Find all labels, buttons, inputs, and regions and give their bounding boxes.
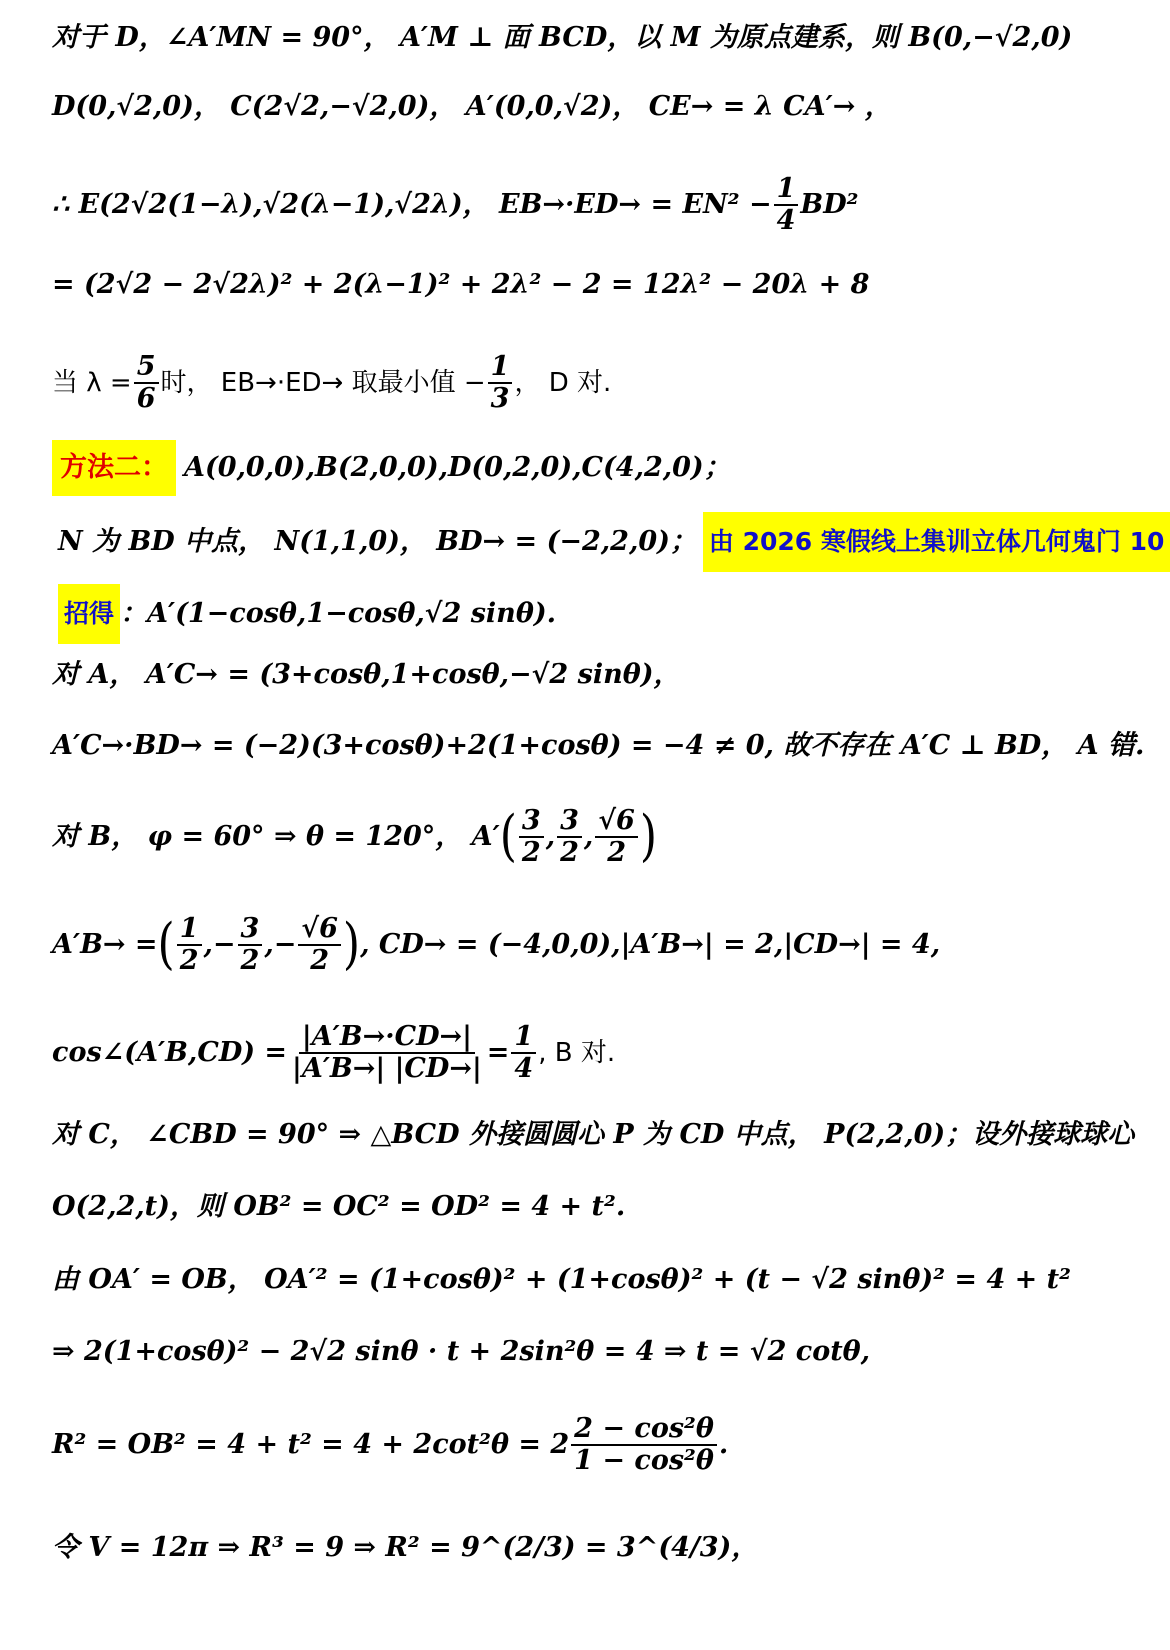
line-17-text: ⇒ 2(1+cosθ)² − 2√2 sinθ · t + 2sin²θ = 4 ⇒ t = √2 cotθ,	[52, 1336, 871, 1367]
line-5-text: 当 λ =	[52, 367, 132, 398]
line-4	[52, 265, 1070, 305]
line-4-text: = (2√2 − 2√2λ)² + 2(λ−1)² + 2λ² − 2 = 12λ² − 20λ + 8	[52, 269, 870, 300]
fraction	[774, 174, 799, 235]
fraction	[298, 914, 341, 975]
line-15-text: O(2,2,t)，则 OB² = OC² = OD² = 4 + t².	[52, 1191, 626, 1222]
fraction-numerator: 5	[134, 352, 159, 384]
fraction-numerator: √6	[298, 914, 341, 946]
line-8-text: ：A′(1−cosθ,1−cosθ,√2 sinθ).	[120, 598, 556, 629]
line-14-text: 对 C， ∠CBD = 90° ⇒ △BCD 外接圆圆心 P 为 CD 中点， P(2,2,0)；设外接球球心	[52, 1119, 1135, 1150]
fraction-denominator: |A′B→| |CD→|	[292, 1053, 482, 1084]
line-5-after: 时， EB→·ED→ 取最小值 −	[160, 367, 486, 398]
line-10-text: A′C→·BD→ = (−2)(3+cosθ)+2(1+cosθ) = −4 ≠ 0, 故不存在 A′C ⊥ BD， A 错.	[52, 730, 1145, 761]
line-13-after2: , B 对.	[538, 1038, 616, 1068]
line-9-text: 对 A， A′C→ = (3+cosθ,1+cosθ,−√2 sinθ)，	[52, 659, 681, 690]
fraction-denominator: 2	[310, 945, 330, 976]
fraction	[595, 806, 638, 867]
highlight-note-cont: 招得	[58, 584, 120, 644]
line-13-text: cos∠(A′B,CD) =	[52, 1037, 288, 1068]
line-13	[52, 1021, 1070, 1084]
left-paren: (	[499, 804, 517, 869]
fraction-denominator: 1 − cos²θ	[574, 1445, 714, 1476]
line-13-after: =	[486, 1037, 510, 1068]
line-19	[52, 1518, 1070, 1578]
line-6	[52, 440, 1070, 496]
line-2	[52, 87, 1070, 127]
line-11-text: 对 B， φ = 60° ⇒ θ = 120°， A′	[52, 821, 500, 852]
fraction-numerator: 1	[511, 1022, 536, 1054]
line-3	[52, 174, 1070, 235]
right-paren: )	[342, 912, 361, 977]
line-16	[52, 1260, 1070, 1300]
fraction	[557, 806, 582, 867]
line-19-text: 令 V = 12π ⇒ R³ = 9 ⇒ R² = 9^(2/3) = 3^(4/3)，	[52, 1532, 759, 1563]
fraction	[571, 1414, 717, 1475]
fraction-numerator: 1	[774, 174, 799, 206]
line-8	[58, 584, 1070, 644]
fraction-numerator: 2 − cos²θ	[571, 1414, 717, 1446]
line-12-after: , CD→ = (−4,0,0),|A′B→| = 2,|CD→| = 4,	[360, 929, 941, 960]
line-5-after2: ， D 对.	[514, 367, 612, 398]
method-two-label: 方法二：	[52, 440, 176, 496]
fraction-denominator: 2	[607, 837, 626, 868]
line-7-text: N 为 BD 中点， N(1,1,0)， BD→ = (−2,2,0)；	[58, 526, 697, 557]
fraction-denominator: 2	[560, 837, 579, 868]
fraction-numerator: 3	[238, 914, 263, 946]
line-15	[52, 1187, 1070, 1227]
line-2-text: D(0,√2,0)， C(2√2,−√2,0)， A′(0,0,√2)， CE→ = λ CA′→ ，	[52, 91, 892, 122]
line-1-text: 对于 D，∠A′MN = 90°， A′M ⊥ 面 BCD，以 M 为原点建系，则 B(0,−√2,0)	[52, 22, 1073, 53]
line-14	[52, 1115, 1135, 1155]
fraction-numerator: 1	[177, 914, 202, 946]
line-7	[58, 512, 1165, 572]
line-10	[52, 726, 1145, 766]
line-5	[52, 352, 1070, 413]
line-1	[52, 18, 1073, 58]
fraction-numerator: 3	[519, 806, 544, 838]
fraction-denominator: 6	[136, 382, 156, 414]
line-11: 对 B， φ = 60° ⇒ θ = 120°， A′ ( $\frac{3}{2}$ , $\frac{3}{2}$ , $\frac{√6}{2}$ )	[52, 804, 658, 869]
fraction-numerator: 3	[557, 806, 582, 838]
left-paren: (	[157, 912, 175, 977]
fraction-numerator: |A′B→·CD→|	[299, 1022, 475, 1054]
line-18-after: .	[718, 1429, 729, 1460]
fraction	[177, 914, 202, 975]
fraction-denominator: 4	[776, 204, 796, 236]
line-3-text: ∴ E(2√2(1−λ),√2(λ−1),√2λ)， EB→·ED→ = EN² −	[52, 188, 772, 220]
fraction-denominator: 2	[179, 945, 199, 976]
highlight-note: 由 2026 寒假线上集训立体几何鬼门 10	[703, 512, 1170, 572]
fraction	[134, 352, 159, 413]
fraction	[488, 352, 513, 413]
fraction-denominator: 3	[490, 382, 510, 414]
fraction-denominator: 2	[240, 945, 260, 976]
fraction-denominator: 2	[521, 837, 541, 868]
line-12: A′B→ = ( $\frac{1}{2}$ ,− $\frac{3}{2}$ ,− $\frac{√6}{2}$ ) , CD→ = (−4,0,0),|A′B→| = 2,|CD→| = 4,	[52, 912, 941, 977]
line-12-text: A′B→ =	[52, 929, 158, 960]
line-17	[52, 1332, 1070, 1372]
line-6-text: A(0,0,0),B(2,0,0),D(0,2,0),C(4,2,0)；	[184, 452, 731, 483]
fraction-numerator: √6	[595, 806, 638, 838]
line-9	[52, 655, 1070, 695]
fraction-denominator: 4	[514, 1053, 534, 1084]
fraction-numerator: 1	[488, 352, 513, 384]
line-18-text: R² = OB² = 4 + t² = 4 + 2cot²θ = 2	[52, 1429, 570, 1460]
right-paren: )	[639, 804, 658, 869]
line-18	[52, 1415, 1070, 1475]
line-3-after: BD²	[800, 188, 859, 220]
fraction	[511, 1022, 536, 1083]
line-16-text: 由 OA′ = OB， OA′² = (1+cosθ)² + (1+cosθ)² + (t − √2 sinθ)² = 4 + t²	[52, 1264, 1071, 1295]
fraction	[289, 1022, 485, 1083]
fraction	[238, 914, 263, 975]
fraction	[519, 806, 544, 867]
